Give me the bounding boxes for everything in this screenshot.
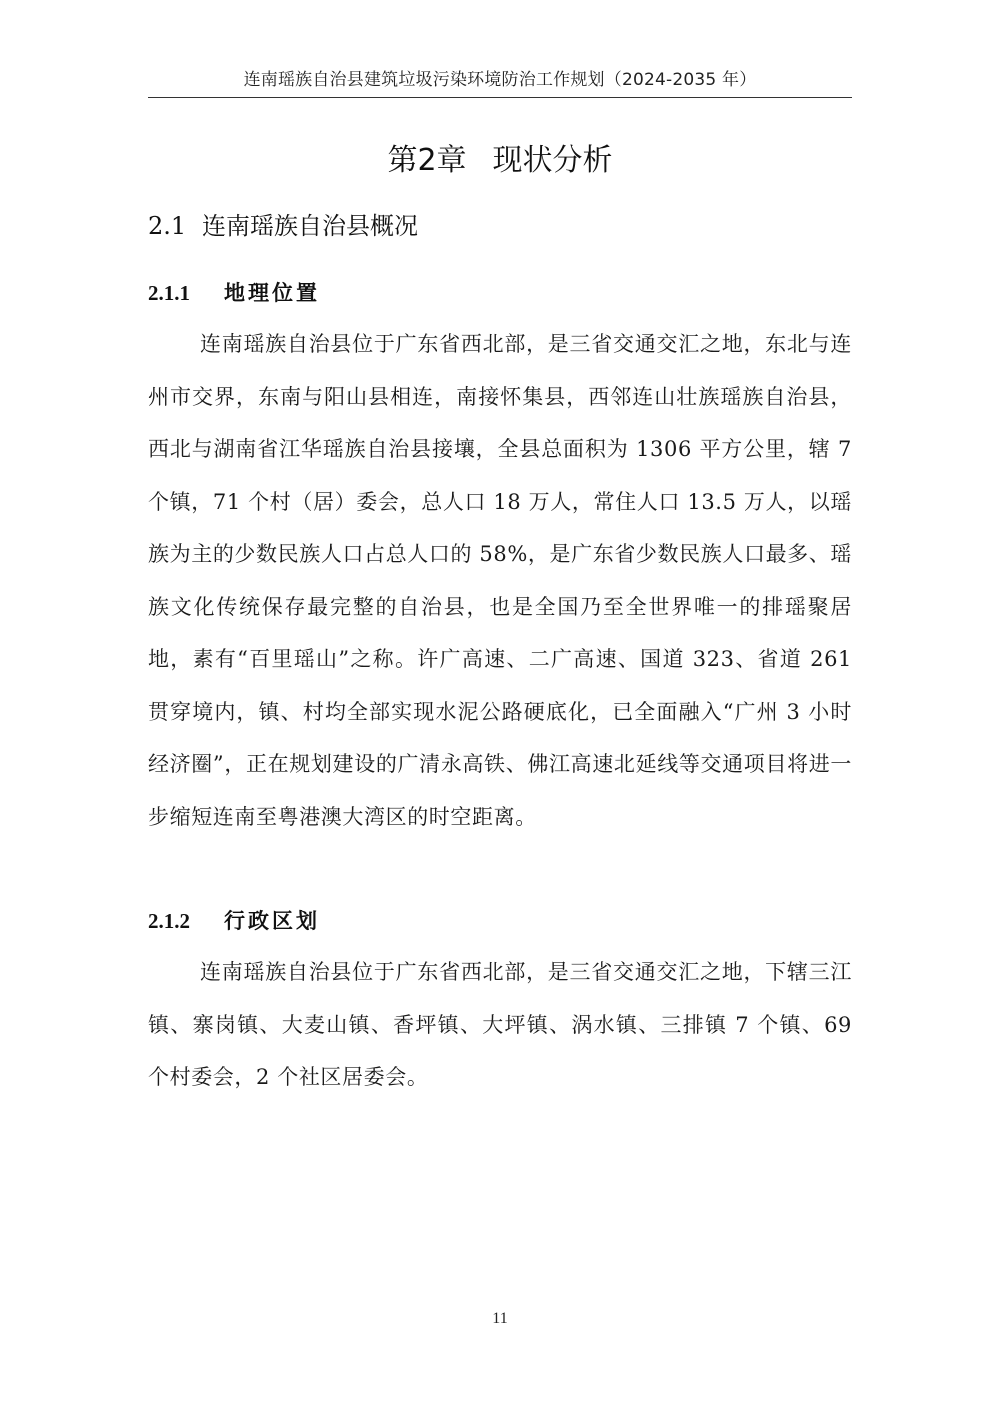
chapter-number: 第2章	[387, 143, 467, 178]
page-number: 11	[492, 1310, 508, 1327]
subsection-name: 地理位置	[224, 280, 320, 305]
subsection-title-administrative	[148, 906, 320, 936]
chapter-name: 现状分析	[492, 143, 613, 178]
chapter-title	[148, 141, 852, 181]
section-title	[148, 208, 418, 244]
paragraph-administrative: 连南瑶族自治县位于广东省西北部，是三省交通交汇之地，下辖三江镇、寨岗镇、大麦山镇、香坪镇、大坪镇、涡水镇、三排镇 7 个镇、69 个村委会，2 个社区居委会。	[148, 960, 852, 1089]
subsection-name: 行政区划	[224, 908, 320, 933]
subsection-title-geography	[148, 278, 320, 308]
section-number: 2.1	[148, 212, 187, 240]
paragraph-geography: 连南瑶族自治县位于广东省西北部，是三省交通交汇之地，东北与连州市交界，东南与阳山县相连，南接怀集县，西邻连山壮族瑶族自治县，西北与湖南省江华瑶族自治县接壤，全县总面积为 1306 平方公里，辖 7 个镇，71 个村（居）委会，总人口 18 万人，常住人口 13.5 万人，以瑶族为主的少数民族人口占总人口的 58%，是广东省少数民族人口最多、瑶族文化传统保存最完整的自治县，也是全国乃至全世界唯一的排瑶聚居地，素有“百里瑶山”之称。许广高速、二广高速、国道 323、省道 261 贯穿境内，镇、村均全部实现水泥公路硬底化，已全面融入“广州 3 小时经济圈”，正在规划建设的广清永高铁、佛江高速北延线等交通项目将进一步缩短连南至粤港澳大湾区的时空距离。	[148, 332, 852, 829]
subsection-number: 2.1.1	[148, 281, 190, 305]
running-header-title: 连南瑶族自治县建筑垃圾污染环境防治工作规划（2024-2035 年）	[243, 70, 757, 90]
subsection-number: 2.1.2	[148, 909, 190, 933]
running-header	[148, 70, 852, 98]
section-name: 连南瑶族自治县概况	[202, 212, 418, 240]
